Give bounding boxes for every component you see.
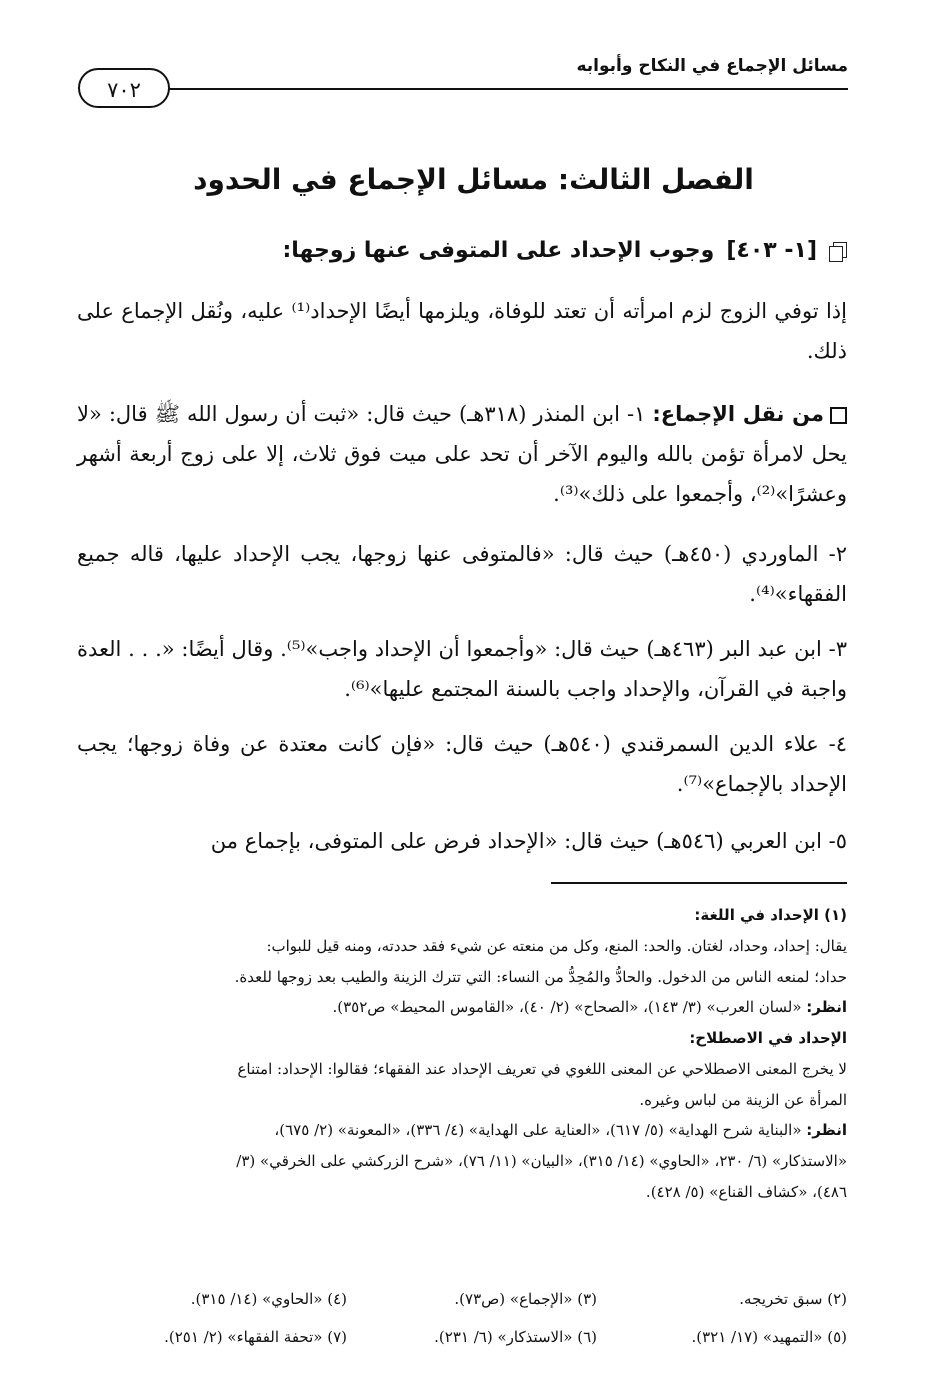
documents-icon [829,242,847,260]
footnote-4: (٤) «الحاوي» (١٤/ ٣١٥). [190,1290,347,1308]
footnotes-row-2 [97,1328,847,1346]
footnote-7: (٧) «تحفة الفقهاء» (٢/ ٢٥١). [164,1328,347,1346]
square-bullet-icon [830,407,847,424]
footnote-2: (٢) سبق تخريجه. [739,1290,847,1308]
footnote-line: لا يخرج المعنى الاصطلاحي عن المعنى اللغوي في تعريف الإحداد عند الفقهاء؛ فقالوا: الإحداد: امتناع [237,1059,847,1078]
footnote-text: «البناية شرح الهداية» (٥/ ٦١٧)، «العناية على الهداية» (٤/ ٣٣٦)، «المعونة» (٢/ ٦٧٥)، [274,1121,802,1140]
page-number: ٧٠٢ [78,68,170,108]
footnote-lead: انظر: [806,998,847,1017]
footnote-line [77,992,847,1023]
footnote-separator [551,882,847,884]
footnote-text: «لسان العرب» (٣/ ١٤٣)، «الصحاح» (٢/ ٤٠)، «القاموس المحيط» ص٣٥٢). [332,998,802,1017]
paragraph-ijma-1 [77,395,847,515]
footnote-line: «الاستذكار» (٦/ ٢٣٠، «الحاوي» (١٤/ ٣١٥)، «البيان» (١١/ ٧٦)، «شرح الزركشي على الخرقي» (٣/ [236,1152,847,1170]
paragraph-ijma-3: ٣- ابن عبد البر (٤٦٣هـ) حيث قال: «وأجمعوا أن الإحداد واجب»⁽⁵⁾. وقال أيضًا: «. . . العدة واجبة في القرآن، والإحداد واجب بالسنة المجتمع عليها»⁽⁶⁾. [77,637,847,701]
running-header [78,50,848,110]
footnotes [77,900,847,1208]
paragraph-intro: إذا توفي الزوج لزم امرأته أن تعتد للوفاة، ويلزمها أيضًا الإحداد⁽¹⁾ عليه، ونُقل الإجماع على ذلك. [77,299,847,363]
footnote-5: (٥) «التمهيد» (١٧/ ٣٢١). [691,1328,847,1346]
paragraph-text: ١- ابن المنذر (٣١٨هـ) حيث قال: «ثبت أن رسول الله ﷺ قال: «لا يحل لامرأة تؤمن بالله واليوم الآخر أن تحد على ميت فوق ثلاث، إلا على زوج أربعة أشهر وعشرًا»⁽²⁾، وأجمعوا على ذلك»⁽³⁾. [77,402,847,506]
footnote-1-heading: (١) الإحداد في اللغة: [694,906,847,924]
footnote-line [77,1115,847,1146]
section-heading [282,238,847,263]
footnotes-row-1 [97,1290,847,1308]
paragraph-ijma-4: ٤- علاء الدين السمرقندي (٥٤٠هـ) حيث قال: «فإن كانت معتدة عن وفاة زوجها؛ يجب الإحداد بالإجماع»⁽⁷⁾. [77,732,847,796]
footnote-line: حداد؛ لمنعه الناس من الدخول. والحادُّ والمُحِدُّ من النساء: التي تترك الزينة والطيب بعد زوجها للعدة. [234,967,847,986]
header-rule [138,88,848,90]
footnote-line: المرأة عن الزينة من لباس وغيره. [639,1090,847,1109]
footnote-1-subheading: الإحداد في الاصطلاح: [689,1029,847,1047]
footnote-6: (٦) «الاستذكار» (٦/ ٢٣١). [434,1328,597,1346]
footnote-lead: انظر: [806,1121,847,1140]
paragraph-ijma-2: ٢- الماوردي (٤٥٠هـ) حيث قال: «فالمتوفى عنها زوجها، يجب الإحداد عليها، قاله جميع الفقهاء»⁽⁴⁾. [77,542,847,606]
running-title: مسائل الإجماع في النكاح وأبوابه [576,56,848,76]
section-number: [١- ٤٠٣] [726,238,817,263]
section-title: وجوب الإحداد على المتوفى عنها زوجها: [282,238,715,263]
footnote-3: (٣) «الإجماع» (ص٧٣). [454,1290,597,1308]
paragraph-ijma-5: ٥- ابن العربي (٥٤٦هـ) حيث قال: «الإحداد فرض على المتوفى، بإجماع من [210,829,847,853]
footnote-line: ٤٨٦)، «كشاف القناع» (٥/ ٤٢٨). [645,1182,847,1201]
paragraph-lead: من نقل الإجماع: [652,402,824,426]
chapter-title: الفصل الثالث: مسائل الإجماع في الحدود [193,163,754,196]
footnote-line: يقال: إحداد، وحداد، لغتان. والحد: المنع، وكل من منعته عن شيء فقد حددته، ومنه قيل للبواب: [266,936,847,955]
